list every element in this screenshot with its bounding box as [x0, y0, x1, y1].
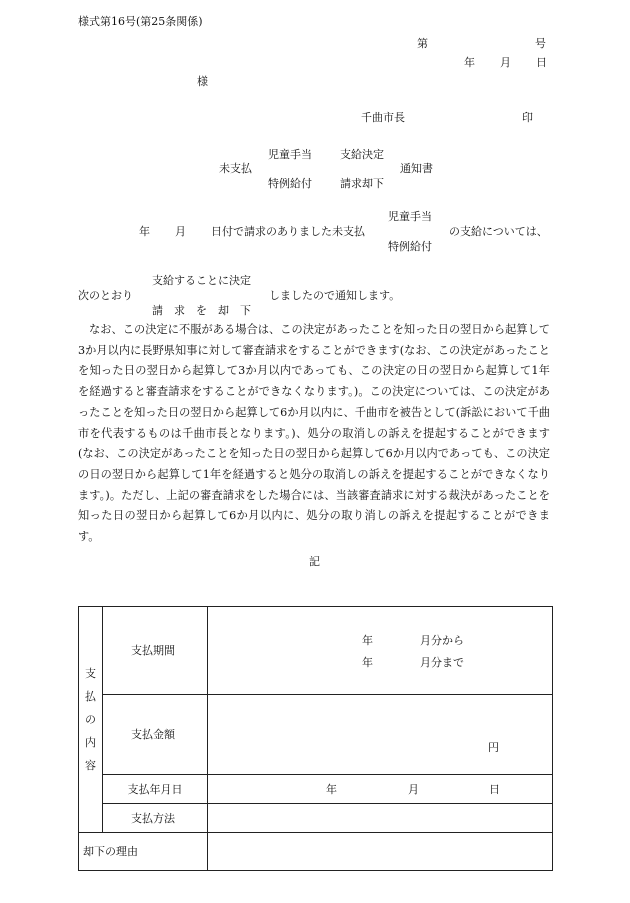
title-suffix: 通知書: [400, 162, 433, 175]
doc-number-go: 号: [535, 37, 546, 50]
rejection-reason-field[interactable]: [208, 833, 553, 871]
payment-details-table: [78, 606, 553, 871]
addressee-suffix: 様: [197, 75, 208, 88]
decision-option-reject: 請 求 を 却 下: [152, 304, 251, 317]
payment-contents-char: 支: [85, 667, 96, 680]
appeal-notice: [78, 320, 550, 548]
payment-date-field[interactable]: [208, 775, 553, 804]
amount-unit: 円: [488, 741, 499, 754]
appeal-notice-text: なお、この決定に不服がある場合は、この決定があったことを知った日の翌日から起算して3か月以内に長野県知事に対して審査請求をすることができます(なお、この決定があったことを知った日の翌日から起算して3か月以内であっても、この決定の日の翌日から起算して1年を経過すると審査請求をすることができなくなります。)。この決定については、この決定があったことを知った日の翌日から起算して6か月以内に、千曲市を被告として(訴訟において千曲市を代表するものは千曲市長となります。)、処分の取消しの訴えを提起することができます(なお、この決定があったことを知った日の翌日から起算して6か月以内であっても、この決定の日の翌日から起算して1年を経過すると処分の取消しの訴えを提起することができなくなります。)。ただし、上記の審査請求をした場合には、当該審査請求に対する裁決があったことを知った日の翌日から起算して6か月以内に、処分の取り消しの訴えを提起することができます。: [78, 323, 550, 544]
decision-prefix: 次のとおり: [78, 289, 133, 302]
pay-date-day: 日: [489, 783, 500, 796]
date-day: 日: [536, 56, 547, 69]
intro-month: 月: [175, 225, 186, 238]
issuer-seal: 印: [522, 111, 533, 124]
intro-text: 日付で請求のありました未支払: [211, 225, 365, 238]
period-from-year: 年: [362, 634, 373, 647]
payment-contents-char: 容: [85, 759, 96, 772]
decision-suffix: しましたので通知します。: [269, 289, 401, 302]
title-option-special-benefit: 特例給付: [268, 177, 312, 190]
decision-option-approve: 支給することに決定: [152, 274, 251, 287]
payment-contents-char: の: [85, 713, 96, 726]
payment-method-label: 支払方法: [103, 804, 208, 833]
payment-period-label: 支払期間: [103, 607, 208, 695]
ki-heading: 記: [309, 555, 320, 568]
payment-amount-label: 支払金額: [103, 695, 208, 775]
date-year: 年: [464, 56, 475, 69]
payment-contents-char: 払: [85, 690, 96, 703]
pay-date-year: 年: [326, 783, 337, 796]
intro-option-special-benefit: 特例給付: [388, 240, 432, 253]
doc-number-dai: 第: [417, 37, 428, 50]
title-prefix: 未支払: [219, 162, 252, 175]
payment-contents-label: [79, 607, 103, 833]
period-from-suffix: 月分から: [420, 634, 464, 647]
date-month: 月: [500, 56, 511, 69]
pay-date-month: 月: [408, 783, 419, 796]
form-number: 様式第16号(第25条関係): [78, 15, 203, 28]
issuer-name: 千曲市長: [361, 111, 405, 124]
payment-amount-field[interactable]: [208, 695, 553, 775]
payment-date-label: 支払年月日: [103, 775, 208, 804]
payment-contents-char: 内: [85, 736, 96, 749]
rejection-reason-label: 却下の理由: [79, 833, 208, 871]
intro-suffix: の支給については、: [449, 225, 548, 238]
period-to-suffix: 月分まで: [420, 656, 464, 669]
title-option-payment-decision: 支給決定: [340, 148, 384, 161]
payment-method-field[interactable]: [208, 804, 553, 833]
period-to-year: 年: [362, 656, 373, 669]
intro-year: 年: [139, 225, 150, 238]
title-option-child-allowance: 児童手当: [268, 148, 312, 161]
title-option-claim-rejection: 請求却下: [340, 177, 384, 190]
intro-option-child-allowance: 児童手当: [388, 210, 432, 223]
payment-period-field[interactable]: [208, 607, 553, 695]
